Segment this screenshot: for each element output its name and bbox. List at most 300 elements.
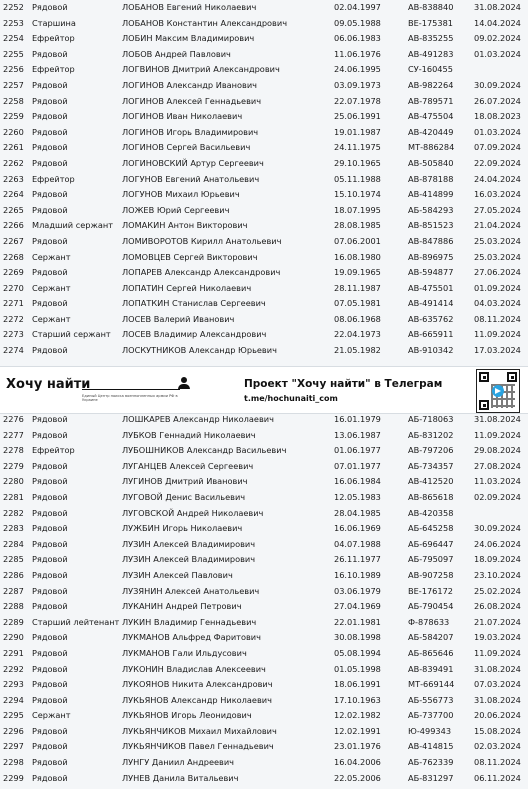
row-document: АБ-865646 bbox=[408, 647, 454, 658]
row-name: ЛУЗИН Алексей Владимирович bbox=[122, 538, 256, 549]
telegram-icon bbox=[492, 385, 504, 397]
row-expiry-date: 26.08.2024 bbox=[474, 601, 521, 612]
row-birth-date: 08.06.1968 bbox=[334, 313, 381, 324]
row-name: ЛОСЕВ Валерий Иванович bbox=[122, 313, 235, 324]
row-expiry-date: 04.03.2024 bbox=[474, 298, 521, 309]
row-birth-date: 16.04.2006 bbox=[334, 757, 381, 768]
row-document: АВ-878188 bbox=[408, 173, 454, 184]
table-row bbox=[0, 31, 528, 47]
row-document: АВ-896975 bbox=[408, 251, 454, 262]
row-birth-date: 07.05.1981 bbox=[334, 298, 381, 309]
row-number: 2291 bbox=[3, 647, 24, 658]
row-expiry-date: 31.08.2024 bbox=[474, 694, 521, 705]
table-row bbox=[0, 490, 528, 506]
row-document: АВ-847886 bbox=[408, 235, 454, 246]
row-birth-date: 19.01.1987 bbox=[334, 126, 381, 137]
row-birth-date: 17.10.1963 bbox=[334, 694, 381, 705]
row-name: ЛОПАТКИН Станислав Сергеевич bbox=[122, 298, 266, 309]
row-number: 2296 bbox=[3, 725, 24, 736]
row-number: 2299 bbox=[3, 772, 24, 783]
row-document: АВ-420449 bbox=[408, 126, 454, 137]
row-name: ЛУКМАНОВ Альфред Фаритович bbox=[122, 632, 261, 643]
row-document: АВ-797206 bbox=[408, 445, 454, 456]
row-birth-date: 22.07.1978 bbox=[334, 95, 381, 106]
row-expiry-date: 11.09.2024 bbox=[474, 647, 521, 658]
row-birth-date: 25.06.1991 bbox=[334, 111, 381, 122]
row-name: ЛОБАНОВ Константин Александрович bbox=[122, 17, 288, 28]
brand-subtitle: Единый Центр поиска военнопленных армии РФ в Украине bbox=[82, 394, 178, 403]
row-expiry-date: 26.07.2024 bbox=[474, 95, 521, 106]
row-expiry-date: 24.06.2024 bbox=[474, 538, 521, 549]
row-expiry-date: 15.08.2024 bbox=[474, 725, 521, 736]
row-rank: Рядовой bbox=[32, 601, 68, 612]
row-name: ЛУКОЯНОВ Никита Александрович bbox=[122, 679, 273, 690]
row-rank: Ефрейтор bbox=[32, 33, 75, 44]
row-number: 2260 bbox=[3, 126, 24, 137]
table-row bbox=[0, 156, 528, 172]
row-document: АБ-696447 bbox=[408, 538, 454, 549]
row-document: ВЕ-176172 bbox=[408, 585, 453, 596]
row-number: 2298 bbox=[3, 757, 24, 768]
row-birth-date: 03.09.1973 bbox=[334, 79, 381, 90]
row-expiry-date: 27.05.2024 bbox=[474, 204, 521, 215]
row-number: 2280 bbox=[3, 476, 24, 487]
row-document: Ф-878633 bbox=[408, 616, 450, 627]
row-expiry-date: 08.11.2024 bbox=[474, 313, 521, 324]
row-number: 2258 bbox=[3, 95, 24, 106]
row-number: 2254 bbox=[3, 33, 24, 44]
row-name: ЛОГИНОВСКИЙ Артур Сергеевич bbox=[122, 157, 264, 168]
row-rank: Рядовой bbox=[32, 460, 68, 471]
row-expiry-date: 30.09.2024 bbox=[474, 523, 521, 534]
row-rank: Старший лейтенант bbox=[32, 616, 120, 627]
row-document: АВ-635762 bbox=[408, 313, 454, 324]
row-number: 2293 bbox=[3, 679, 24, 690]
row-rank: Рядовой bbox=[32, 189, 68, 200]
row-rank: Рядовой bbox=[32, 694, 68, 705]
row-number: 2285 bbox=[3, 554, 24, 565]
row-expiry-date: 01.03.2024 bbox=[474, 48, 521, 59]
row-name: ЛОПАРЕВ Александр Александрович bbox=[122, 267, 281, 278]
row-birth-date: 16.01.1979 bbox=[334, 414, 381, 424]
row-name: ЛУКАНИН Андрей Петрович bbox=[122, 601, 242, 612]
table-row bbox=[0, 630, 528, 646]
table-row bbox=[0, 187, 528, 203]
row-rank: Рядовой bbox=[32, 569, 68, 580]
row-rank: Рядовой bbox=[32, 663, 68, 674]
row-birth-date: 26.11.1977 bbox=[334, 554, 381, 565]
row-name: ЛОГУНОВ Евгений Анатольевич bbox=[122, 173, 260, 184]
row-birth-date: 04.07.1988 bbox=[334, 538, 381, 549]
row-birth-date: 29.10.1965 bbox=[334, 157, 381, 168]
row-name: ЛОГИНОВ Игорь Владимирович bbox=[122, 126, 259, 137]
row-number: 2264 bbox=[3, 189, 24, 200]
row-number: 2265 bbox=[3, 204, 24, 215]
row-rank: Рядовой bbox=[32, 2, 68, 12]
row-number: 2276 bbox=[3, 414, 24, 424]
row-rank: Рядовой bbox=[32, 79, 68, 90]
row-expiry-date: 01.09.2024 bbox=[474, 282, 521, 293]
row-rank: Рядовой bbox=[32, 538, 68, 549]
row-birth-date: 12.02.1982 bbox=[334, 710, 381, 721]
brand-underline bbox=[82, 389, 180, 390]
row-expiry-date: 21.07.2024 bbox=[474, 616, 521, 627]
row-birth-date: 23.01.1976 bbox=[334, 741, 381, 752]
row-expiry-date: 14.04.2024 bbox=[474, 17, 521, 28]
row-number: 2282 bbox=[3, 507, 24, 518]
row-number: 2261 bbox=[3, 142, 24, 153]
row-birth-date: 18.06.1991 bbox=[334, 679, 381, 690]
row-name: ЛУБОШНИКОВ Александр Васильевич bbox=[122, 445, 287, 456]
table-row bbox=[0, 94, 528, 110]
row-document: АБ-718063 bbox=[408, 414, 454, 424]
row-number: 2253 bbox=[3, 17, 24, 28]
brand-title: Хочу найти bbox=[6, 377, 91, 392]
row-expiry-date: 11.09.2024 bbox=[474, 429, 521, 440]
row-number: 2294 bbox=[3, 694, 24, 705]
row-rank: Рядовой bbox=[32, 48, 68, 59]
table-row bbox=[0, 771, 528, 787]
row-document: АБ-831202 bbox=[408, 429, 454, 440]
row-birth-date: 28.04.1985 bbox=[334, 507, 381, 518]
row-name: ЛУЖБИН Игорь Николаевич bbox=[122, 523, 243, 534]
table-row bbox=[0, 552, 528, 568]
table-row bbox=[0, 584, 528, 600]
row-birth-date: 05.08.1994 bbox=[334, 647, 381, 658]
row-rank: Сержант bbox=[32, 251, 71, 262]
row-birth-date: 02.04.1997 bbox=[334, 2, 381, 12]
row-number: 2279 bbox=[3, 460, 24, 471]
row-rank: Ефрейтор bbox=[32, 173, 75, 184]
row-name: ЛУКЬЯНЧИКОВ Михаил Михайлович bbox=[122, 725, 277, 736]
row-document: АБ-762339 bbox=[408, 757, 454, 768]
row-birth-date: 18.07.1995 bbox=[334, 204, 381, 215]
table-row bbox=[0, 537, 528, 553]
row-document: МТ-669144 bbox=[408, 679, 455, 690]
row-expiry-date: 18.09.2024 bbox=[474, 554, 521, 565]
row-name: ЛУКЬЯНОВ Александр Николаевич bbox=[122, 694, 272, 705]
row-document: АБ-831297 bbox=[408, 772, 454, 783]
row-number: 2255 bbox=[3, 48, 24, 59]
table-row bbox=[0, 755, 528, 771]
telegram-link[interactable]: t.me/hochunaiti_com bbox=[244, 394, 338, 403]
row-rank: Рядовой bbox=[32, 554, 68, 565]
row-rank: Старшина bbox=[32, 17, 76, 28]
row-number: 2257 bbox=[3, 79, 24, 90]
row-expiry-date: 31.08.2024 bbox=[474, 2, 521, 12]
row-expiry-date: 08.11.2024 bbox=[474, 757, 521, 768]
row-number: 2283 bbox=[3, 523, 24, 534]
table-row bbox=[0, 327, 528, 343]
table-row bbox=[0, 78, 528, 94]
person-icon bbox=[178, 377, 190, 389]
row-rank: Сержант bbox=[32, 313, 71, 324]
row-number: 2286 bbox=[3, 569, 24, 580]
row-expiry-date: 06.11.2024 bbox=[474, 772, 521, 783]
table-row bbox=[0, 474, 528, 490]
row-document: АБ-584207 bbox=[408, 632, 454, 643]
row-number: 2289 bbox=[3, 616, 24, 627]
row-number: 2292 bbox=[3, 663, 24, 674]
row-document: АБ-737700 bbox=[408, 710, 454, 721]
row-document: АВ-505840 bbox=[408, 157, 454, 168]
row-name: ЛУЗИН Алексей Владимирович bbox=[122, 554, 256, 565]
row-birth-date: 19.09.1965 bbox=[334, 267, 381, 278]
row-name: ЛОГУНОВ Михаил Юрьевич bbox=[122, 189, 240, 200]
row-expiry-date: 27.08.2024 bbox=[474, 460, 521, 471]
row-name: ЛОБОВ Андрей Павлович bbox=[122, 48, 231, 59]
row-name: ЛОГИНОВ Алексей Геннадьевич bbox=[122, 95, 262, 106]
row-rank: Рядовой bbox=[32, 95, 68, 106]
row-rank: Рядовой bbox=[32, 725, 68, 736]
row-birth-date: 15.10.1974 bbox=[334, 189, 381, 200]
row-rank: Рядовой bbox=[32, 491, 68, 502]
row-document: ВЕ-175381 bbox=[408, 17, 453, 28]
table-row bbox=[0, 677, 528, 693]
row-document: АВ-491414 bbox=[408, 298, 454, 309]
row-name: ЛОГИНОВ Иван Николаевич bbox=[122, 111, 243, 122]
table-row bbox=[0, 459, 528, 475]
row-number: 2277 bbox=[3, 429, 24, 440]
row-document: АВ-838840 bbox=[408, 2, 454, 12]
row-name: ЛУКМАНОВ Гали Ильдусович bbox=[122, 647, 247, 658]
row-birth-date: 07.01.1977 bbox=[334, 460, 381, 471]
row-document: АВ-789571 bbox=[408, 95, 454, 106]
row-document: АВ-907258 bbox=[408, 569, 454, 580]
row-expiry-date: 25.03.2024 bbox=[474, 235, 521, 246]
row-rank: Рядовой bbox=[32, 741, 68, 752]
row-document: АВ-835255 bbox=[408, 33, 454, 44]
qr-code-icon[interactable] bbox=[476, 369, 520, 413]
row-rank: Рядовой bbox=[32, 429, 68, 440]
row-number: 2272 bbox=[3, 313, 24, 324]
row-birth-date: 01.06.1977 bbox=[334, 445, 381, 456]
table-row bbox=[0, 203, 528, 219]
row-name: ЛУКИН Владимир Геннадьевич bbox=[122, 616, 257, 627]
row-rank: Рядовой bbox=[32, 204, 68, 215]
row-document: АВ-491283 bbox=[408, 48, 454, 59]
table-row bbox=[0, 428, 528, 444]
row-document: АВ-910342 bbox=[408, 345, 454, 356]
table-row bbox=[0, 646, 528, 662]
table-row bbox=[0, 615, 528, 631]
row-expiry-date: 11.09.2024 bbox=[474, 329, 521, 340]
row-name: ЛУГИНОВ Дмитрий Иванович bbox=[122, 476, 248, 487]
row-number: 2270 bbox=[3, 282, 24, 293]
row-expiry-date: 30.09.2024 bbox=[474, 79, 521, 90]
row-name: ЛУНЕВ Данила Витальевич bbox=[122, 772, 239, 783]
row-birth-date: 13.06.1987 bbox=[334, 429, 381, 440]
row-rank: Старший сержант bbox=[32, 329, 111, 340]
table-row bbox=[0, 343, 528, 359]
row-name: ЛУЗЯНИН Алексей Анатольевич bbox=[122, 585, 260, 596]
row-name: ЛОГИНОВ Сергей Васильевич bbox=[122, 142, 251, 153]
row-birth-date: 16.06.1969 bbox=[334, 523, 381, 534]
row-name: ЛУКОНИН Владислав Алексеевич bbox=[122, 663, 266, 674]
row-expiry-date: 25.02.2024 bbox=[474, 585, 521, 596]
table-row bbox=[0, 296, 528, 312]
row-rank: Ефрейтор bbox=[32, 445, 75, 456]
row-name: ЛУНГУ Даниил Андреевич bbox=[122, 757, 235, 768]
row-rank: Рядовой bbox=[32, 523, 68, 534]
row-birth-date: 16.08.1980 bbox=[334, 251, 381, 262]
row-expiry-date: 31.08.2024 bbox=[474, 663, 521, 674]
row-name: ЛУГОВОЙ Денис Васильевич bbox=[122, 491, 246, 502]
row-document: АВ-414899 bbox=[408, 189, 454, 200]
row-number: 2268 bbox=[3, 251, 24, 262]
table-row bbox=[0, 281, 528, 297]
row-document: АВ-865618 bbox=[408, 491, 454, 502]
row-rank: Рядовой bbox=[32, 111, 68, 122]
row-rank: Ефрейтор bbox=[32, 64, 75, 75]
row-rank: Рядовой bbox=[32, 142, 68, 153]
row-expiry-date: 22.09.2024 bbox=[474, 157, 521, 168]
row-document: АВ-475501 bbox=[408, 282, 454, 293]
row-document: АБ-734357 bbox=[408, 460, 454, 471]
row-name: ЛОСЕВ Владимир Александрович bbox=[122, 329, 267, 340]
row-document: Ю-499343 bbox=[408, 725, 452, 736]
row-name: ЛУКЬЯНОВ Игорь Леонидович bbox=[122, 710, 252, 721]
row-expiry-date: 16.03.2024 bbox=[474, 189, 521, 200]
row-number: 2281 bbox=[3, 491, 24, 502]
table-row bbox=[0, 250, 528, 266]
row-birth-date: 09.05.1988 bbox=[334, 17, 381, 28]
row-number: 2262 bbox=[3, 157, 24, 168]
row-birth-date: 16.06.1984 bbox=[334, 476, 381, 487]
table-row bbox=[0, 140, 528, 156]
row-birth-date: 01.05.1998 bbox=[334, 663, 381, 674]
table-row bbox=[0, 172, 528, 188]
row-rank: Сержант bbox=[32, 282, 71, 293]
table-row bbox=[0, 568, 528, 584]
row-number: 2259 bbox=[3, 111, 24, 122]
row-rank: Рядовой bbox=[32, 757, 68, 768]
row-name: ЛОМАКИН Антон Викторович bbox=[122, 220, 248, 231]
row-expiry-date: 07.03.2024 bbox=[474, 679, 521, 690]
row-expiry-date: 17.03.2024 bbox=[474, 345, 521, 356]
row-expiry-date: 20.06.2024 bbox=[474, 710, 521, 721]
row-document: АВ-982264 bbox=[408, 79, 454, 90]
row-rank: Рядовой bbox=[32, 476, 68, 487]
row-birth-date: 24.11.1975 bbox=[334, 142, 381, 153]
row-document: АБ-645258 bbox=[408, 523, 454, 534]
row-expiry-date: 21.04.2024 bbox=[474, 220, 521, 231]
row-name: ЛУГОВСКОЙ Андрей Николаевич bbox=[122, 507, 264, 518]
row-name: ЛОМОВЦЕВ Сергей Викторович bbox=[122, 251, 258, 262]
row-number: 2269 bbox=[3, 267, 24, 278]
row-birth-date: 16.10.1989 bbox=[334, 569, 381, 580]
table-row bbox=[0, 521, 528, 537]
table-row bbox=[0, 312, 528, 328]
row-rank: Рядовой bbox=[32, 772, 68, 783]
row-rank: Рядовой bbox=[32, 414, 68, 424]
row-expiry-date: 01.03.2024 bbox=[474, 126, 521, 137]
table-row bbox=[0, 662, 528, 678]
row-rank: Рядовой bbox=[32, 267, 68, 278]
row-document: АВ-594877 bbox=[408, 267, 454, 278]
table-row bbox=[0, 234, 528, 250]
row-name: ЛУЗИН Алексей Павлович bbox=[122, 569, 233, 580]
row-birth-date: 05.11.1988 bbox=[334, 173, 381, 184]
row-number: 2284 bbox=[3, 538, 24, 549]
row-birth-date: 21.05.1982 bbox=[334, 345, 381, 356]
table-row bbox=[0, 125, 528, 141]
table-row bbox=[0, 109, 528, 125]
table-row bbox=[0, 218, 528, 234]
row-expiry-date: 09.02.2024 bbox=[474, 33, 521, 44]
row-number: 2287 bbox=[3, 585, 24, 596]
table-row bbox=[0, 443, 528, 459]
row-birth-date: 06.06.1983 bbox=[334, 33, 381, 44]
table-row bbox=[0, 16, 528, 32]
table-row bbox=[0, 693, 528, 709]
row-name: ЛУКЬЯНЧИКОВ Павел Геннадьевич bbox=[122, 741, 274, 752]
row-number: 2256 bbox=[3, 64, 24, 75]
promo-banner bbox=[0, 366, 528, 414]
telegram-title: Проект "Хочу найти" в Телеграм bbox=[244, 378, 443, 390]
row-rank: Рядовой bbox=[32, 647, 68, 658]
table-row bbox=[0, 62, 528, 78]
row-birth-date: 11.06.1976 bbox=[334, 48, 381, 59]
row-rank: Рядовой bbox=[32, 632, 68, 643]
row-expiry-date: 27.06.2024 bbox=[474, 267, 521, 278]
row-name: ЛОЖЕВ Юрий Сергеевич bbox=[122, 204, 230, 215]
row-rank: Рядовой bbox=[32, 507, 68, 518]
row-birth-date: 07.06.2001 bbox=[334, 235, 381, 246]
row-rank: Рядовой bbox=[32, 298, 68, 309]
row-number: 2278 bbox=[3, 445, 24, 456]
row-document: СУ-160455 bbox=[408, 64, 453, 75]
table-row bbox=[0, 599, 528, 615]
row-name: ЛОМИВОРОТОВ Кирилл Анатольевич bbox=[122, 235, 282, 246]
row-birth-date: 24.06.1995 bbox=[334, 64, 381, 75]
row-rank: Рядовой bbox=[32, 679, 68, 690]
row-document: МТ-886284 bbox=[408, 142, 455, 153]
row-name: ЛОСКУТНИКОВ Александр Юрьевич bbox=[122, 345, 277, 356]
roster-table-top bbox=[0, 0, 528, 359]
row-number: 2274 bbox=[3, 345, 24, 356]
table-row bbox=[0, 739, 528, 755]
row-name: ЛОГВИНОВ Дмитрий Александрович bbox=[122, 64, 280, 75]
row-document: АБ-795097 bbox=[408, 554, 454, 565]
row-rank: Рядовой bbox=[32, 157, 68, 168]
row-name: ЛОШКАРЕВ Александр Николаевич bbox=[122, 414, 274, 424]
row-birth-date: 22.01.1981 bbox=[334, 616, 381, 627]
row-document: АБ-790454 bbox=[408, 601, 454, 612]
row-name: ЛОБАНОВ Евгений Николаевич bbox=[122, 2, 257, 12]
row-expiry-date: 31.08.2024 bbox=[474, 414, 521, 424]
row-expiry-date: 02.09.2024 bbox=[474, 491, 521, 502]
roster-table-bottom bbox=[0, 412, 528, 786]
row-number: 2273 bbox=[3, 329, 24, 340]
row-birth-date: 22.04.1973 bbox=[334, 329, 381, 340]
row-birth-date: 12.02.1991 bbox=[334, 725, 381, 736]
row-number: 2297 bbox=[3, 741, 24, 752]
row-expiry-date: 02.03.2024 bbox=[474, 741, 521, 752]
table-row bbox=[0, 412, 528, 428]
row-document: АВ-851523 bbox=[408, 220, 454, 231]
row-document: АВ-420358 bbox=[408, 507, 454, 518]
row-expiry-date: 18.08.2023 bbox=[474, 111, 521, 122]
row-number: 2267 bbox=[3, 235, 24, 246]
row-rank: Рядовой bbox=[32, 585, 68, 596]
row-number: 2266 bbox=[3, 220, 24, 231]
row-document: АБ-556773 bbox=[408, 694, 454, 705]
row-name: ЛУГАНЦЕВ Алексей Сергеевич bbox=[122, 460, 254, 471]
row-birth-date: 28.08.1985 bbox=[334, 220, 381, 231]
row-expiry-date: 19.03.2024 bbox=[474, 632, 521, 643]
row-expiry-date: 25.03.2024 bbox=[474, 251, 521, 262]
